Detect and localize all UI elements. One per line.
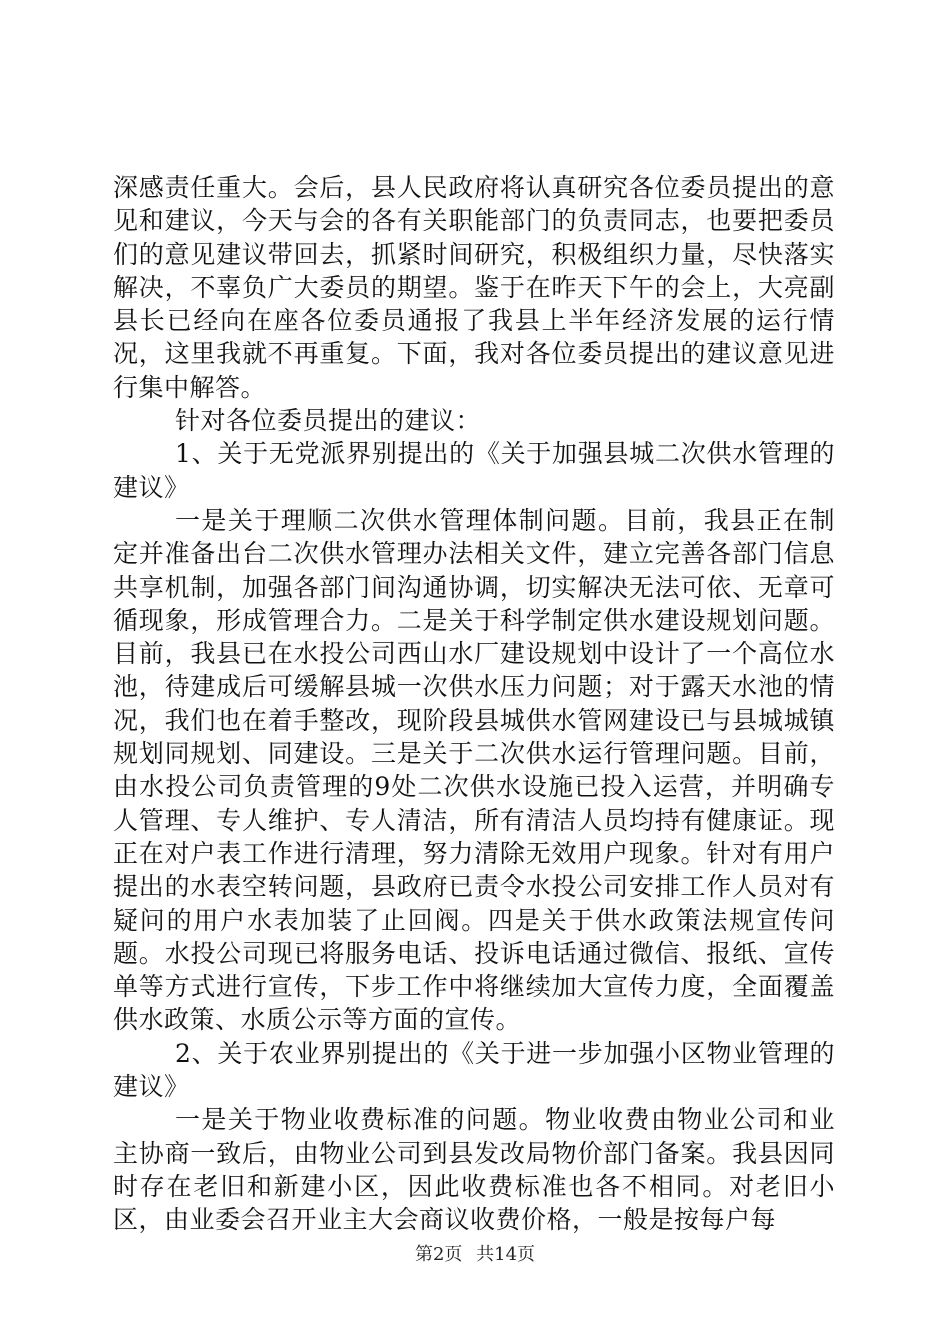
page-total: 共14页 [476,1244,536,1265]
paragraph-intro: 深感责任重大。会后，县人民政府将认真研究各位委员提出的意见和建议，今天与会的各有关职能部门的负责同志，也要把委员们的意见建议带回去，抓紧时间研究，积极组织力量，尽快落实解决，不辜负广大委员的期望。鉴于在昨天下午的会上，大亮副县长已经向在座各位委员通报了我县上半年经济发展的运行情况，这里我就不再重复。下面，我对各位委员提出的建议意见进行集中解答。 [113,173,835,402]
document-body [113,171,835,1237]
page-number: 第2页 [414,1244,463,1265]
paragraph-property-fees: 一是关于物业收费标准的问题。物业收费由物业公司和业主协商一致后，由物业公司到县发改局物价部门备案。我县因同时存在老旧和新建小区，因此收费标准也各不相同。对老旧小区，由业委会召开业主大会商议收费价格，一般是按每户每 [113,1105,835,1235]
paragraph-water-supply: 一是关于理顺二次供水管理体制问题。目前，我县正在制定并准备出台二次供水管理办法相关文件，建立完善各部门信息共享机制，加强各部门间沟通协调，切实解决无法可依、无章可循现象，形成管理合力。二是关于科学制定供水建设规划问题。目前，我县已在水投公司西山水厂建设规划中设计了一个高位水池，待建成后可缓解县城一次供水压力问题；对于露天水池的情况，我们也在着手整改，现阶段县城供水管网建设已与县城城镇规划同规划、同建设。三是关于二次供水运行管理问题。目前，由水投公司负责管理的9处二次供水设施已投入运营，并明确专人管理、专人维护、专人清洁，所有清洁人员均持有健康证。现正在对户表工作进行清理，努力清除无效用户现象。针对有用户提出的水表空转问题，县政府已责令水投公司安排工作人员对有疑问的用户水表加装了止回阀。四是关于供水政策法规宣传问题。水投公司现已将服务电话、投诉电话通过微信、报纸、宣传单等方式进行宣传，下步工作中将继续加大宣传力度，全面覆盖供水政策、水质公示等方面的宣传。 [113,505,835,1035]
heading-property-management: 2、关于农业界别提出的《关于进一步加强小区物业管理的建议》 [113,1038,835,1102]
paragraph-suggestions-lead: 针对各位委员提出的建议： [175,406,482,436]
page-footer [0,1240,950,1266]
heading-water-supply: 1、关于无党派界别提出的《关于加强县城二次供水管理的建议》 [113,439,835,502]
